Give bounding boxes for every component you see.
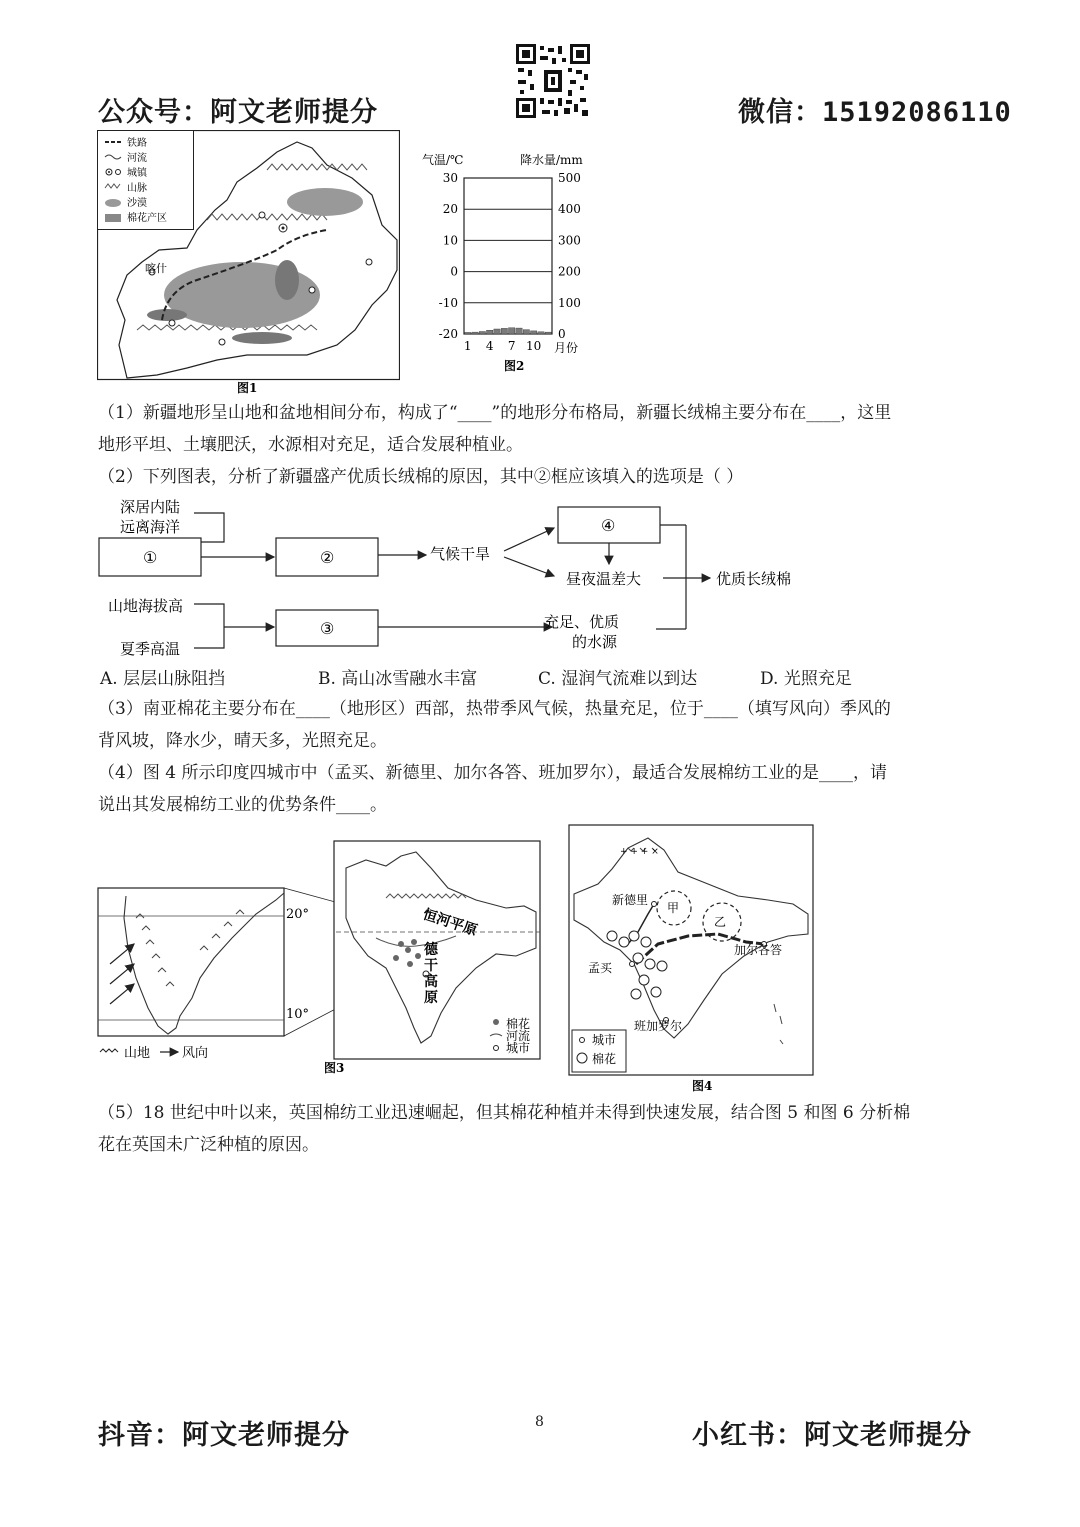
- fig4-city-label: 孟买: [588, 961, 613, 975]
- fig2-x-axis-label: 月份: [554, 341, 579, 355]
- figure-2-climate-chart: [420, 146, 620, 376]
- fig4-city-label: 班加罗尔: [634, 1019, 683, 1033]
- fig2-x-tick: 1: [463, 339, 472, 353]
- question-2: （2）下列图表，分析了新疆盛产优质长绒棉的原因，其中②框应该填入的选项是（ ）: [98, 467, 744, 487]
- fig3-plain-label: 恒河平原: [420, 906, 479, 940]
- fig3-legend-mountain: 山地: [124, 1046, 151, 1061]
- fig2-precip-bar: [501, 328, 507, 334]
- fig2-y2-tick: 300: [558, 233, 581, 248]
- fig3-legend-label: 城市: [506, 1041, 531, 1055]
- flow-text-water-1: 充足、优质: [544, 613, 620, 631]
- option-a: A. 层层山脉阻挡: [100, 669, 226, 689]
- fig2-y-tick: -10: [438, 295, 458, 310]
- figure-3-south-asia-map: [96, 838, 544, 1080]
- fig4-city-label: 新德里: [612, 893, 649, 907]
- fig2-precip-bar: [516, 328, 522, 334]
- fig1-city-label: 喀什: [145, 262, 167, 275]
- option-d: D. 光照充足: [760, 669, 852, 689]
- fig2-precip-bar: [487, 330, 493, 334]
- fig4-caption: 图4: [692, 1079, 713, 1093]
- fig2-caption: 图2: [504, 359, 525, 373]
- fig2-precip-bar: [523, 330, 529, 334]
- fig1-legend-label: 城镇: [127, 168, 147, 179]
- svg-text:③: ③: [320, 619, 335, 638]
- fig2-y2-tick: 0: [558, 327, 566, 341]
- fig4-region-label: 甲: [667, 901, 680, 915]
- fig2-precip-bar: [479, 332, 485, 334]
- fig1-legend-label: 棉花产区: [127, 213, 167, 224]
- fig2-y-tick: 30: [442, 171, 458, 185]
- fig4-legend-label: 棉花: [592, 1052, 617, 1066]
- fig3-legend-wind: 风向: [182, 1046, 209, 1061]
- fig2-precip-bar: [538, 332, 544, 334]
- fig3-legend-label: 棉花: [506, 1017, 531, 1031]
- header-right: 微信：15192086110: [738, 97, 1012, 128]
- fig2-y2-tick: 200: [558, 264, 581, 279]
- flow-text-diurnal-range: 昼夜温差大: [566, 570, 642, 588]
- flow-text-arid: 气候干旱: [430, 545, 491, 563]
- svg-text:④: ④: [601, 516, 616, 535]
- fig4-legend-label: 城市: [592, 1033, 617, 1047]
- fig1-legend-label: 山脉: [127, 183, 147, 194]
- question-1-line-1: （1）新疆地形呈山地和盆地相间分布，构成了“____”的地形分布格局，新疆长绒棉主要分布在____，这里: [98, 403, 892, 423]
- question-4-line-1: （4）图 4 所示印度四城市中（孟买、新德里、加尔各答、班加罗尔），最适合发展棉纺工业的是____，请: [98, 763, 887, 783]
- fig3-plateau-char: 干: [424, 958, 438, 974]
- fig4-city-label: 加尔各答: [734, 943, 783, 957]
- fig2-y-tick: 0: [450, 264, 458, 279]
- fig2-right-axis-title: 降水量/mm: [520, 153, 583, 167]
- qr-code-icon: [516, 44, 590, 118]
- footer-right: 小红书：阿文老师提分: [692, 1420, 972, 1451]
- fig3-legend-label: 河流: [506, 1029, 531, 1043]
- fig1-legend-label: 沙漠: [127, 198, 147, 209]
- fig2-y-tick: 20: [442, 202, 458, 217]
- fig2-y2-tick: 400: [558, 202, 581, 217]
- fig2-x-tick: 10: [526, 339, 542, 353]
- fig3-caption: 图3: [324, 1061, 345, 1075]
- question-1-line-2: 地形平坦、土壤肥沃，水源相对充足，适合发展种植业。: [98, 435, 523, 455]
- question-5-line-2: 花在英国未广泛种植的原因。: [98, 1135, 319, 1155]
- fig2-precip-bar: [494, 329, 500, 334]
- question-5-line-1: （5）18 世纪中叶以来，英国棉纺工业迅速崛起，但其棉花种植并未得到快速发展，结合图 5 和图 6 分析棉: [98, 1103, 911, 1123]
- fig2-x-tick: 4: [485, 339, 494, 353]
- fig2-y2-tick: 100: [558, 295, 581, 310]
- fig2-precip-bar: [465, 332, 471, 334]
- fig1-legend-label: 铁路: [127, 138, 147, 149]
- fig3-plateau-char: 德: [424, 942, 438, 958]
- fig3-lat-20: 20°: [286, 907, 310, 922]
- question-3-line-1: （3）南亚棉花主要分布在____（地形区）西部，热带季风气候，热量充足，位于____（填写风向）季风的: [98, 699, 891, 719]
- question-4-line-2: 说出其发展棉纺工业的优势条件____。: [98, 795, 387, 815]
- fig2-y-tick: -20: [438, 327, 458, 341]
- flow-text-mountain: 山地海拔高: [108, 597, 184, 615]
- fig3-plateau-char: 高: [424, 974, 438, 990]
- fig3-lat-10: 10°: [286, 1007, 310, 1022]
- fig2-x-tick: 7: [507, 339, 516, 353]
- question-3-line-2: 背风坡，降水少，晴天多，光照充足。: [98, 731, 387, 751]
- figure-4-india-cities-map: [568, 824, 816, 1096]
- fig2-precip-bar: [472, 332, 478, 334]
- svg-text:②: ②: [320, 548, 335, 567]
- fig2-precip-bar: [531, 331, 537, 334]
- option-b: B. 高山冰雪融水丰富: [318, 669, 478, 689]
- flow-text-water-2: 的水源: [572, 633, 618, 651]
- flow-text-inland: 深居内陆: [120, 498, 181, 516]
- fig2-precip-bar: [545, 332, 551, 334]
- fig2-y2-tick: 500: [558, 171, 581, 185]
- fig2-y-tick: 10: [442, 233, 458, 248]
- fig1-legend-label: 河流: [127, 153, 147, 164]
- fig2-precip-bar: [509, 328, 515, 334]
- footer-left: 抖音：阿文老师提分: [98, 1420, 350, 1451]
- option-c: C. 湿润气流难以到达: [538, 669, 698, 689]
- flow-text-far-from-ocean: 远离海洋: [120, 518, 181, 536]
- cause-flowchart: [96, 496, 816, 660]
- fig4-region-label: 乙: [714, 915, 727, 929]
- page-number: 8: [535, 1414, 544, 1430]
- svg-text:+ + + ×: + + + ×: [620, 847, 659, 857]
- svg-text:①: ①: [143, 548, 158, 567]
- fig3-plateau-char: 原: [424, 990, 438, 1006]
- fig2-left-axis-title: 气温/℃: [422, 153, 464, 167]
- figure-1-xinjiang-map: [97, 130, 400, 395]
- flow-text-cotton: 优质长绒棉: [716, 570, 792, 588]
- flow-text-summer: 夏季高温: [120, 640, 181, 658]
- fig1-caption: 图1: [237, 381, 258, 395]
- header-left: 公众号：阿文老师提分: [98, 97, 378, 128]
